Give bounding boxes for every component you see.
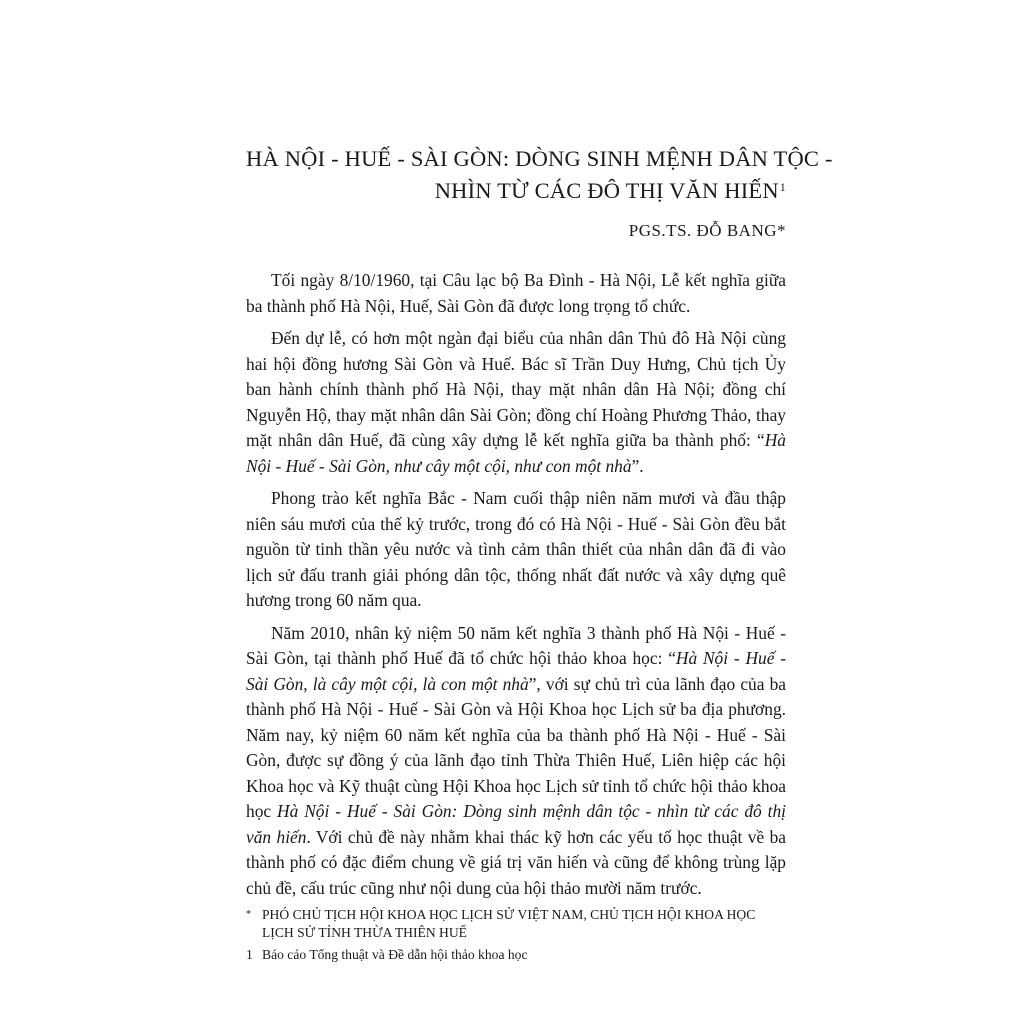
footnote-1 <box>246 946 786 964</box>
paragraph-2-quote: Hà Nội - Huế - Sài Gòn, như cây một cội, như con một nhà <box>246 430 786 476</box>
paragraph-3: Phong trào kết nghĩa Bắc - Nam cuối thập niên năm mươi và đầu thập niên sáu mươi của thế kỷ trước, trong đó có Hà Nội - Huế - Sài Gòn đều bắt nguồn từ tinh thần yêu nước và tình cảm thân thiết của nhân dân đã đi vào lịch sử đấu tranh giải phóng dân tộc, thống nhất đất nước và xây dựng quê hương trong 60 năm qua. <box>246 488 786 610</box>
footnote-author <box>246 906 786 942</box>
footnotes <box>246 906 786 968</box>
title-line-2 <box>246 175 786 207</box>
paragraph-4 <box>246 621 786 902</box>
paragraph-2 <box>246 326 786 479</box>
footnote-mark-asterisk: * <box>246 909 251 920</box>
document-page <box>246 0 833 1024</box>
article-body <box>246 268 786 908</box>
paragraph-4-end: . Với chủ đề này nhằm khai thác kỹ hơn các yếu tố học thuật về ba thành phố có đặc điểm chung về giá trị văn hiến và cũng để không trùng lặp chủ đề, cấu trúc cũng như nội dung của hội thảo mười năm trước. <box>246 826 786 898</box>
paragraph-4-text: Năm 2010, nhân kỷ niệm 50 năm kết nghĩa 3 thành phố Hà Nội - Huế - Sài Gòn, tại thành phố Huế đã tổ chức hội thảo khoa học: “ <box>246 622 786 668</box>
paragraph-4-quote: Hà Nội - Huế - Sài Gòn, là cây một cội, là con một nhà <box>246 648 786 694</box>
title-line-1-text: HÀ NỘI - HUẾ - SÀI GÒN: DÒNG SINH MỆNH DÂN TỘC - <box>246 146 833 171</box>
paragraph-2-end: ”. <box>631 455 644 476</box>
title-line-1 <box>246 143 833 175</box>
paragraph-4-conference-title: Hà Nội - Huế - Sài Gòn: Dòng sinh mệnh dân tộc - nhìn từ các đô thị văn hiến <box>246 801 786 847</box>
paragraph-4-middle: ”, với sự chủ trì của lãnh đạo của ba thành phố Hà Nội - Huế - Sài Gòn và Hội Khoa học Lịch sử ba địa phương. Năm nay, kỷ niệm 60 năm kết nghĩa của ba thành phố Hà Nội - Huế - Sài Gòn, được sự đồng ý của lãnh đạo tỉnh Thừa Thiên Huế, Liên hiệp các hội Khoa học và Kỹ thuật cùng Hội Khoa học Lịch sử tỉnh tổ chức hội thảo khoa học <box>246 673 786 821</box>
title-footnote-ref[interactable]: 1 <box>779 180 786 194</box>
footnote-1-text: Báo cáo Tổng thuật và Đề dẫn hội thảo khoa học <box>262 947 528 962</box>
footnote-mark-1: 1 <box>246 947 253 962</box>
footnote-author-text: PHÓ CHỦ TỊCH HỘI KHOA HỌC LỊCH SỬ VIỆT NAM, CHỦ TỊCH HỘI KHOA HỌC LỊCH SỬ TỈNH THỪA THIÊN HUẾ <box>262 907 756 940</box>
paragraph-1: Tối ngày 8/10/1960, tại Câu lạc bộ Ba Đình - Hà Nội, Lễ kết nghĩa giữa ba thành phố Hà Nội, Huế, Sài Gòn đã được long trọng tổ chức. <box>246 270 786 316</box>
author-byline: PGS.TS. ĐỖ BANG* <box>628 221 786 240</box>
paragraph-2-text: Đến dự lễ, có hơn một ngàn đại biểu của nhân dân Thủ đô Hà Nội cùng hai hội đồng hương Sài Gòn và Huế. Bác sĩ Trần Duy Hưng, Chủ tịch Ủy ban hành chính thành phố Hà Nội, thay mặt nhân dân Hà Nội; đồng chí Nguyễn Hộ, thay mặt nhân dân Sài Gòn; đồng chí Hoàng Phương Thảo, thay mặt nhân dân Huế, đã cùng xây dựng lễ kết nghĩa giữa ba thành phố: “ <box>246 328 786 450</box>
title-line-2-text: NHÌN TỪ CÁC ĐÔ THỊ VĂN HIẾN <box>434 178 779 203</box>
